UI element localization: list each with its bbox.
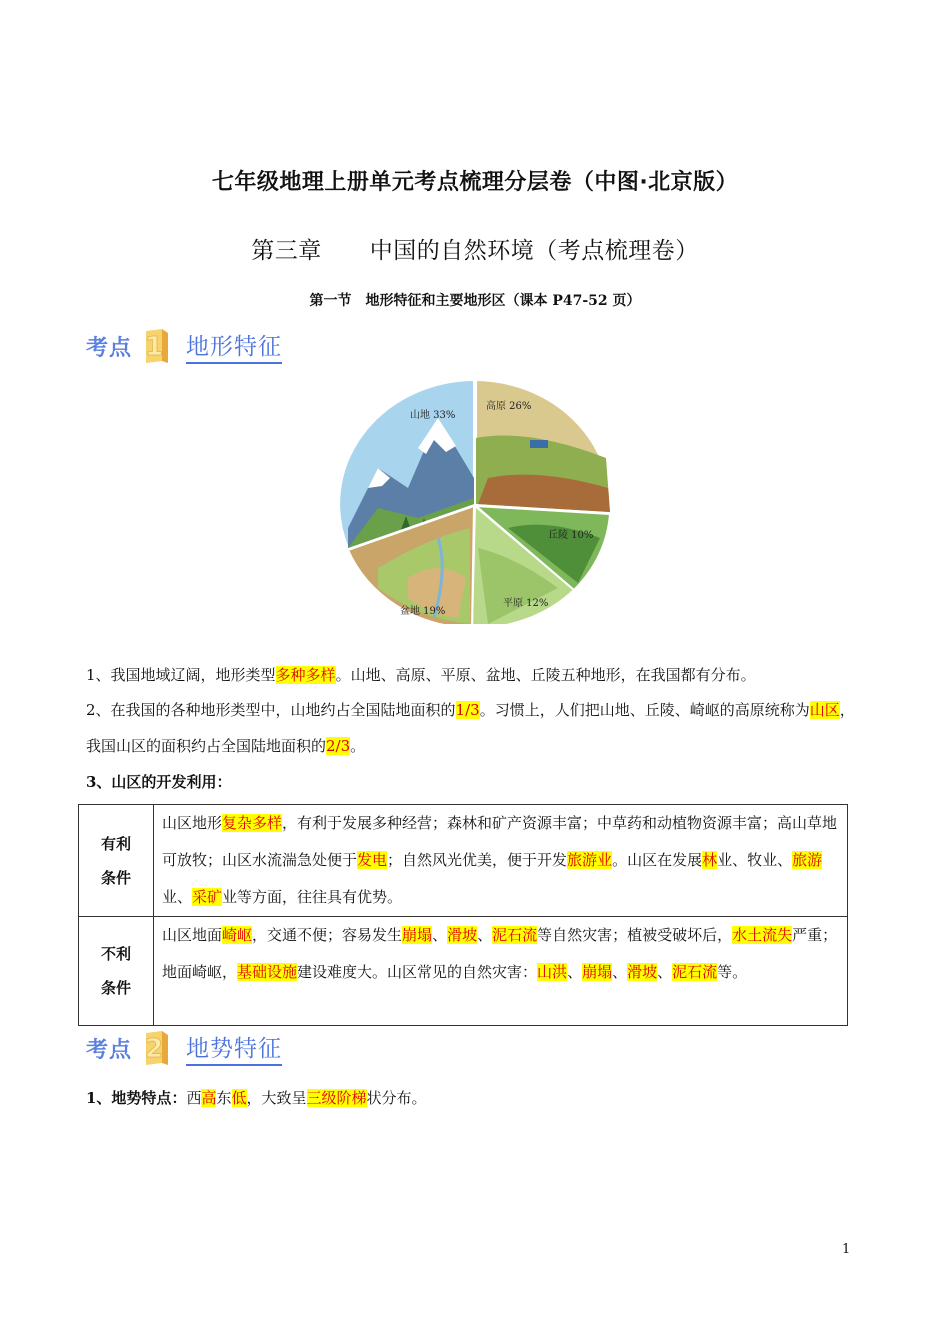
p2-highlight-2: 山区	[809, 701, 840, 719]
p4-lead: 1、地势特点：	[86, 1089, 187, 1107]
p2-text-a: 2、在我国的各种地形类型中，山地约占全国陆地面积的	[86, 701, 456, 719]
pie-slice-plateau	[476, 380, 610, 512]
favorable-header-line1: 有利	[100, 834, 131, 853]
number-1-badge-icon	[142, 327, 172, 365]
slice-label-hills: 丘陵 10%	[548, 530, 594, 541]
mountain-conditions-table	[78, 804, 848, 1026]
paragraph-3-heading: 3、山区的开发利用：	[86, 773, 232, 791]
p2-text-b: 。习惯上，人们把山地、丘陵、崎岖的高原统称为	[479, 701, 810, 719]
kaodian-1-name: 地形特征	[186, 328, 282, 364]
paragraph-2	[86, 692, 866, 764]
p2-text-c: ，我国山区的面积约占全国陆地面积的	[86, 701, 855, 755]
page-number: 1	[842, 1242, 851, 1257]
unfavorable-content: 山区地面崎岖，交通不便；容易发生崩塌、滑坡、泥石流等自然灾害；植被受破坏后，水土流失严重；地面崎岖，基础设施建设难度大。山区常见的自然灾害：山洪、崩塌、滑坡、泥石流等。	[154, 917, 848, 1026]
p1-highlight-1: 多种多样	[275, 666, 336, 684]
table-row-unfavorable	[79, 917, 848, 1026]
unfavorable-header-line2: 条件	[100, 979, 131, 997]
unfavorable-header-line1: 不利	[100, 945, 131, 963]
table-row-favorable	[79, 805, 848, 917]
slice-label-plateau: 高原 26%	[486, 401, 532, 412]
kaodian-2-name: 地势特征	[186, 1030, 282, 1066]
kaodian-2-number: 2	[144, 1034, 164, 1064]
unfavorable-header	[79, 917, 154, 1026]
favorable-header-line2: 条件	[100, 868, 131, 887]
favorable-header	[79, 805, 154, 917]
kaodian-2-banner	[86, 1028, 282, 1068]
paragraph-4: 1、地势特点：西高东低，大致呈三级阶梯状分布。	[86, 1089, 427, 1107]
favorable-content: 山区地形复杂多样，有利于发展多种经营；森林和矿产资源丰富；中草药和动植物资源丰富；高山草地可放牧；山区水流湍急处便于发电；自然风光优美，便于开发旅游业。山区在发展林业、牧业、旅游业、采矿业等方面，往往具有优势。	[154, 805, 848, 917]
kaodian-2-label: 考点	[86, 1037, 133, 1063]
number-2-badge-icon	[142, 1029, 172, 1067]
p2-text-d: 。	[350, 737, 366, 755]
kaodian-1-label: 考点	[86, 335, 133, 361]
chapter-heading	[0, 232, 950, 265]
p2-highlight-1: 1/3	[455, 701, 480, 719]
chapter-name: 中国的自然环境（考点梳理卷）	[369, 238, 699, 264]
slice-label-plain: 平原 12%	[503, 598, 549, 609]
p2-highlight-3: 2/3	[326, 737, 351, 755]
slice-label-basin: 盆地 19%	[400, 606, 446, 617]
section-heading: 第一节 地形特征和主要地形区（课本 P47-52 页）	[309, 293, 641, 309]
slice-label-mountain: 山地 33%	[410, 410, 456, 421]
p1-text-a: 1、我国地域辽阔，地形类型	[86, 666, 276, 684]
p1-text-b: 。山地、高原、平原、盆地、丘陵五种地形，在我国都有分布。	[335, 666, 756, 684]
kaodian-1-banner	[86, 326, 282, 366]
chapter-number: 第三章	[251, 238, 322, 264]
document-title: 七年级地理上册单元考点梳理分层卷（中图·北京版）	[211, 170, 739, 195]
paragraph-1	[86, 657, 866, 693]
terrain-pie-figure	[338, 378, 614, 624]
kaodian-1-number: 1	[144, 332, 164, 362]
